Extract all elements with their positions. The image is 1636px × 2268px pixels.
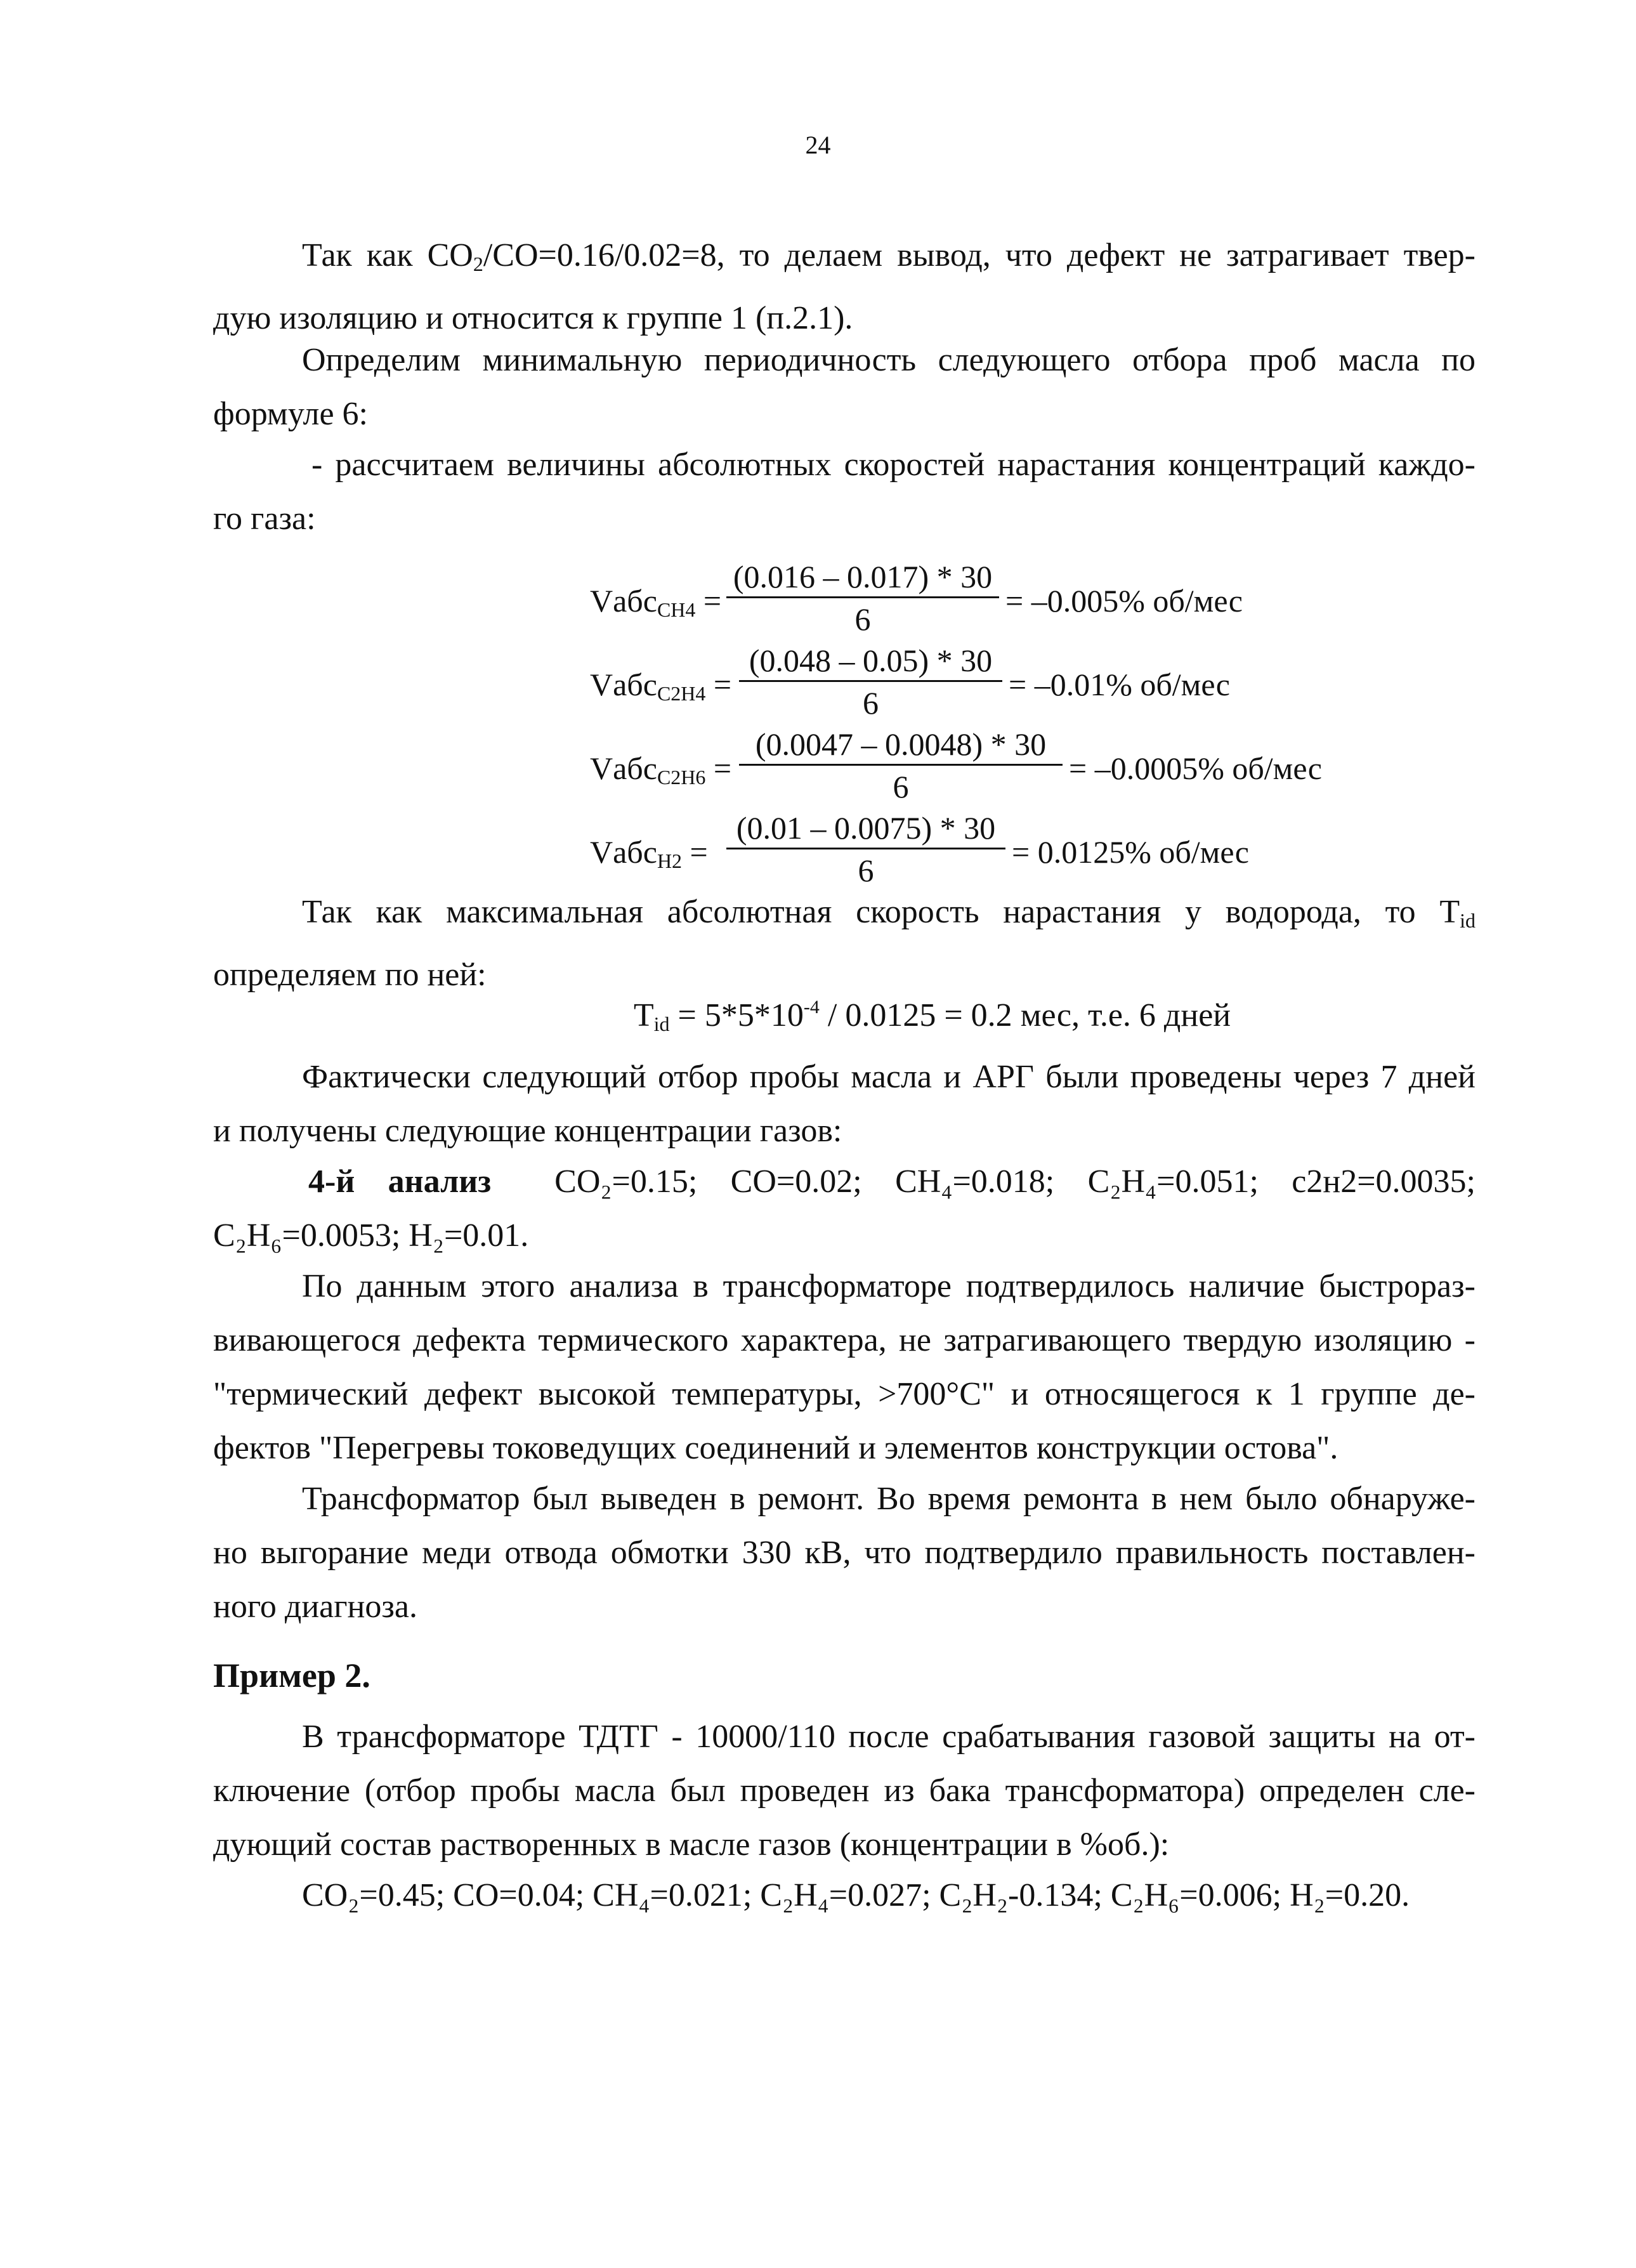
formula-lhs: VабсC2H4 = bbox=[590, 667, 732, 705]
formula-h2 bbox=[590, 810, 1288, 892]
analysis-4-results bbox=[213, 1155, 1476, 1262]
formula-fraction bbox=[726, 558, 999, 638]
paragraph-line: фектов "Перегревы токоведущих соединений и элементов конструкции остова". bbox=[213, 1430, 1338, 1466]
paragraph-calc-rates bbox=[213, 438, 1476, 546]
paragraph-repair bbox=[213, 1472, 1476, 1634]
paragraph-defect-confirmation bbox=[213, 1259, 1476, 1475]
paragraph-line: - рассчитаем величины абсолютных скоростей нарастания концентраций каждо- bbox=[311, 447, 1476, 483]
paragraph-line: "термический дефект высокой температуры, >700°С" и относящегося к 1 группе де- bbox=[213, 1376, 1476, 1412]
formula-denominator: 6 bbox=[893, 769, 909, 804]
paragraph-line: Так как максимальная абсолютная скорость нарастания у водорода, то Tid bbox=[302, 894, 1476, 932]
paragraph-line: ключение (отбор пробы масла был проведен из бака трансформатора) определен сле- bbox=[213, 1773, 1476, 1809]
formula-denominator: 6 bbox=[854, 601, 871, 637]
paragraph-line: вивающегося дефекта термического характера, не затрагивающего твердую изоляцию - bbox=[213, 1322, 1476, 1358]
paragraph-line: формуле 6: bbox=[213, 396, 369, 432]
formula-result: = –0.01% об/мес bbox=[1009, 667, 1230, 702]
formula-c2h4 bbox=[590, 642, 1288, 724]
formula-numerator: (0.048 – 0.05) * 30 bbox=[749, 643, 993, 678]
paragraph-line: Трансформатор был выведен в ремонт. Во время ремонта в нем было обнаруже- bbox=[302, 1481, 1476, 1517]
paragraph-line: дующий состав растворенных в масле газов (концентрации в %об.): bbox=[213, 1826, 1170, 1863]
formula-denominator: 6 bbox=[858, 853, 874, 888]
fraction-bar bbox=[739, 764, 1063, 766]
formula-numerator: (0.0047 – 0.0048) * 30 bbox=[755, 726, 1047, 762]
paragraph-line: В трансформаторе ТДТГ - 10000/110 после срабатывания газовой защиты на от- bbox=[302, 1719, 1476, 1755]
paragraph-line: C₂H₆=0.0053; H₂=0.01. bbox=[213, 1217, 529, 1254]
fraction-bar bbox=[739, 680, 1002, 682]
paragraph-line: определяем по ней: bbox=[213, 957, 487, 993]
paragraph-ratio-conclusion bbox=[213, 228, 1476, 345]
formula-result: = –0.0005% об/мес bbox=[1069, 751, 1322, 786]
example-2-heading: Пример 2. bbox=[213, 1656, 370, 1694]
fraction-bar bbox=[726, 848, 1005, 849]
paragraph-line: но выгорание меди отвода обмотки 330 кВ, что подтвердило правильность поставлен- bbox=[213, 1535, 1476, 1571]
formula-numerator: (0.016 – 0.017) * 30 bbox=[733, 559, 993, 594]
paragraph-line: го газа: bbox=[213, 501, 316, 537]
paragraph-determine-periodicity bbox=[213, 333, 1476, 441]
paragraph-actual-sampling bbox=[213, 1050, 1476, 1158]
paragraph-line: По данным этого анализа в трансформаторе подтвердилось наличие быстрораз- bbox=[302, 1268, 1476, 1304]
fraction-bar bbox=[726, 596, 999, 598]
paragraph-line: Определим минимальную периодичность следующего отбора проб масла по bbox=[302, 342, 1476, 378]
formula-fraction bbox=[739, 726, 1063, 805]
formula-numerator: (0.01 – 0.0075) * 30 bbox=[736, 810, 996, 846]
tid-equation: Tid = $5*5*10^{-4} / 0.0125 = 0.2$ мес, т.е. 6 дней bbox=[633, 997, 1231, 1035]
page-number: 24 bbox=[805, 131, 831, 159]
paragraph-line: дую изоляцию и относится к группе 1 (п.2.1). bbox=[213, 300, 853, 336]
formula-fraction bbox=[726, 810, 1005, 889]
formula-result: = 0.0125% об/мес bbox=[1012, 834, 1249, 870]
gas-composition: CO₂=0.45; CO=0.04; CH₄=0.021; C₂H₄=0.027; C₂H₂-0.134; C₂H₆=0.006; H₂=0.20. bbox=[302, 1877, 1410, 1913]
formula-fraction bbox=[739, 642, 1002, 721]
formula-lhs: VабсH2 = bbox=[590, 834, 708, 872]
formula-c2h6 bbox=[590, 726, 1322, 808]
paragraph-line: 4-й анализ CO₂=0.15; CO=0.02; CH₄=0.018; C₂H₄=0.051; с2н2=0.0035; bbox=[308, 1163, 1476, 1200]
formula-lhs: VабсCH4 = bbox=[590, 583, 722, 621]
formula-result: = –0.005% об/мес bbox=[1005, 583, 1243, 619]
formula-lhs: VабсC2H6 = bbox=[590, 751, 732, 789]
formula-denominator: 6 bbox=[863, 685, 879, 721]
analysis-label: 4-й анализ bbox=[308, 1163, 492, 1200]
paragraph-example-2 bbox=[213, 1710, 1476, 1871]
paragraph-line: Фактически следующий отбор пробы масла и АРГ были проведены через 7 дней bbox=[302, 1059, 1476, 1095]
paragraph-line: Так как CO2/CO=0.16/0.02=8, то делаем вывод, что дефект не затрагивает твер- bbox=[302, 237, 1476, 275]
formula-ch4 bbox=[590, 558, 1288, 641]
paragraph-line: и получены следующие концентрации газов: bbox=[213, 1113, 842, 1149]
paragraph-line: ного диагноза. bbox=[213, 1589, 418, 1625]
